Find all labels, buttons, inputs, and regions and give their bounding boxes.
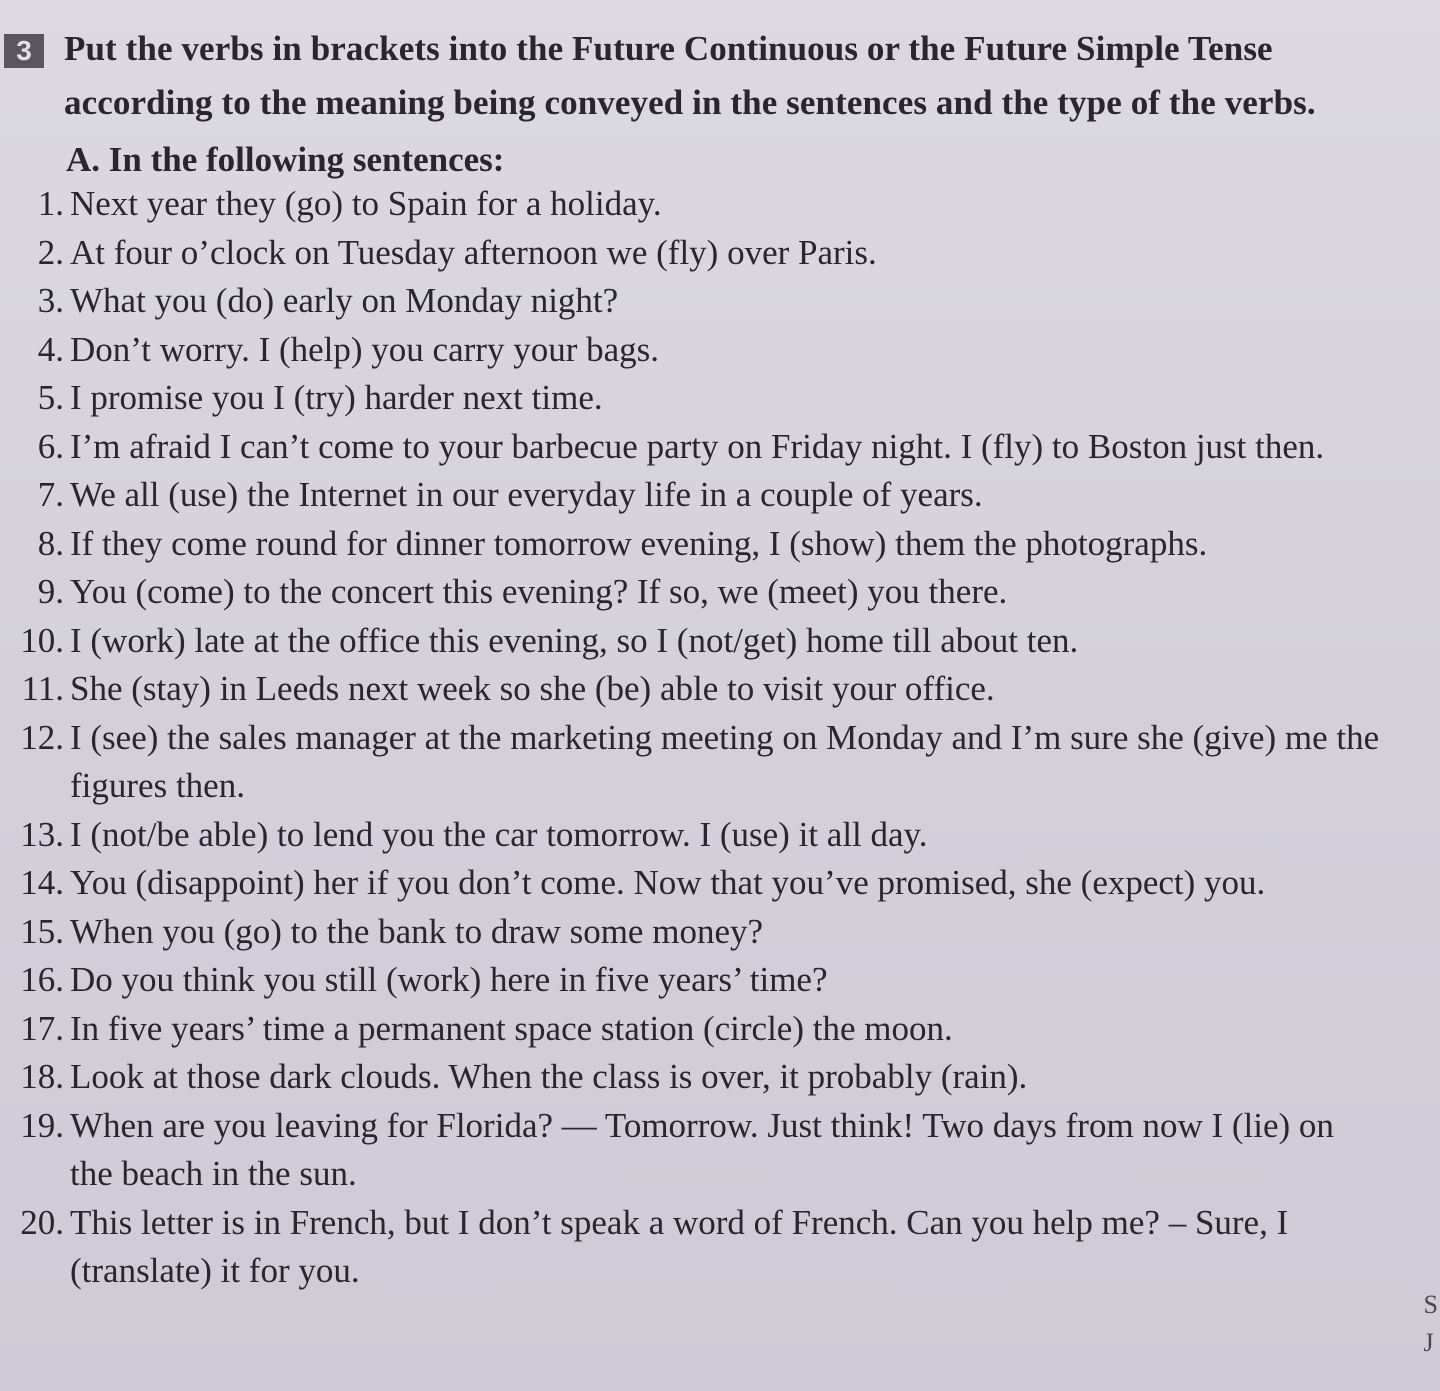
exercise-item bbox=[0, 520, 1420, 569]
exercise-item bbox=[0, 1102, 1420, 1199]
exercise-sentence: What you (do) early on Monday night? bbox=[70, 281, 619, 320]
exercise-sentence: When are you leaving for Florida? — Tomorrow. Just think! Two days from now I (lie) on the beach in the sun. bbox=[70, 1105, 1334, 1193]
exercise-number: 16. bbox=[20, 960, 64, 999]
exercise-sentence: I’m afraid I can’t come to your barbecue party on Friday night. I (fly) to Boston just then. bbox=[70, 426, 1325, 466]
exercise-sentence: I (not/be able) to lend you the car tomorrow. I (use) it all day. bbox=[70, 814, 928, 854]
exercise-number: 12. bbox=[20, 717, 64, 757]
exercise-item bbox=[0, 326, 1420, 375]
task-number-badge: 3 bbox=[4, 34, 44, 68]
exercise-number: 6. bbox=[37, 426, 64, 466]
exercise-number: 5. bbox=[37, 378, 64, 417]
section-title: A. In the following sentences: bbox=[66, 140, 505, 179]
exercise-item bbox=[0, 180, 1420, 229]
exercise-number: 8. bbox=[37, 523, 64, 563]
exercise-item bbox=[0, 714, 1420, 811]
exercise-item bbox=[0, 277, 1420, 326]
exercise-number: 3. bbox=[37, 281, 64, 320]
exercise-sentence: If they come round for dinner tomorrow evening, I (show) them the photographs. bbox=[70, 523, 1208, 563]
exercise-number: 10. bbox=[20, 620, 64, 660]
exercise-number: 7. bbox=[37, 475, 64, 514]
exercise-item bbox=[0, 1005, 1420, 1054]
exercise-sentence: In five years’ time a permanent space station (circle) the moon. bbox=[70, 1008, 953, 1048]
exercise-item bbox=[0, 908, 1420, 957]
exercise-item bbox=[0, 617, 1420, 666]
exercise-sentence: Do you think you still (work) here in five years’ time? bbox=[70, 960, 828, 999]
edge-mark: J bbox=[1423, 1328, 1434, 1357]
exercise-sentence: Next year they (go) to Spain for a holiday. bbox=[70, 184, 662, 223]
exercise-number: 4. bbox=[37, 329, 64, 369]
exercise-item bbox=[0, 568, 1420, 617]
exercise-number: 2. bbox=[37, 232, 64, 272]
exercise-sentence: She (stay) in Leeds next week so she (be) able to visit your office. bbox=[70, 669, 995, 708]
exercise-sentence: I promise you I (try) harder next time. bbox=[70, 378, 603, 417]
page-edge-marks bbox=[1424, 1286, 1438, 1362]
exercise-item bbox=[0, 1199, 1420, 1296]
exercise-sentence: We all (use) the Internet in our everyday life in a couple of years. bbox=[70, 475, 983, 514]
exercise-number: 9. bbox=[37, 572, 64, 611]
exercise-sentence: I (see) the sales manager at the marketing meeting on Monday and I’m sure she (give) me the figures then. bbox=[70, 717, 1380, 805]
edge-mark: S bbox=[1423, 1290, 1438, 1319]
exercise-item bbox=[0, 471, 1420, 520]
exercise-item bbox=[0, 811, 1420, 860]
task-instruction: Put the verbs in brackets into the Future Continuous or the Future Simple Tense according to the meaning being conveyed in the sentences and the type of the verbs. bbox=[64, 29, 1316, 122]
exercise-sentence: At four o’clock on Tuesday afternoon we (fly) over Paris. bbox=[70, 232, 877, 272]
exercise-number: 1. bbox=[37, 184, 64, 223]
exercise-number: 11. bbox=[21, 669, 64, 708]
exercise-sentence: Look at those dark clouds. When the class is over, it probably (rain). bbox=[70, 1057, 1028, 1096]
exercise-item bbox=[0, 1053, 1420, 1102]
exercise-number: 17. bbox=[20, 1008, 64, 1048]
exercise-number: 14. bbox=[20, 863, 64, 902]
exercise-list bbox=[0, 180, 1420, 1296]
exercise-sentence: You (come) to the concert this evening? If so, we (meet) you there. bbox=[70, 572, 1008, 611]
exercise-sentence: Don’t worry. I (help) you carry your bags. bbox=[70, 329, 660, 369]
exercise-number: 13. bbox=[20, 814, 64, 854]
exercise-item bbox=[0, 423, 1420, 472]
exercise-sentence: This letter is in French, but I don’t speak a word of French. Can you help me? – Sure, I (translate) it for you. bbox=[70, 1202, 1289, 1290]
exercise-number: 15. bbox=[20, 911, 64, 951]
exercise-item bbox=[0, 859, 1420, 908]
exercise-sentence: You (disappoint) her if you don’t come. Now that you’ve promised, she (expect) you. bbox=[70, 863, 1266, 902]
exercise-item bbox=[0, 229, 1420, 278]
exercise-number: 19. bbox=[20, 1105, 64, 1145]
exercise-number: 18. bbox=[20, 1057, 64, 1096]
exercise-item bbox=[0, 665, 1420, 714]
exercise-sentence: I (work) late at the office this evening, so I (not/get) home till about ten. bbox=[70, 620, 1079, 660]
exercise-item bbox=[0, 956, 1420, 1005]
exercise-sentence: When you (go) to the bank to draw some money? bbox=[70, 911, 764, 951]
exercise-item bbox=[0, 374, 1420, 423]
exercise-number: 20. bbox=[20, 1202, 64, 1242]
